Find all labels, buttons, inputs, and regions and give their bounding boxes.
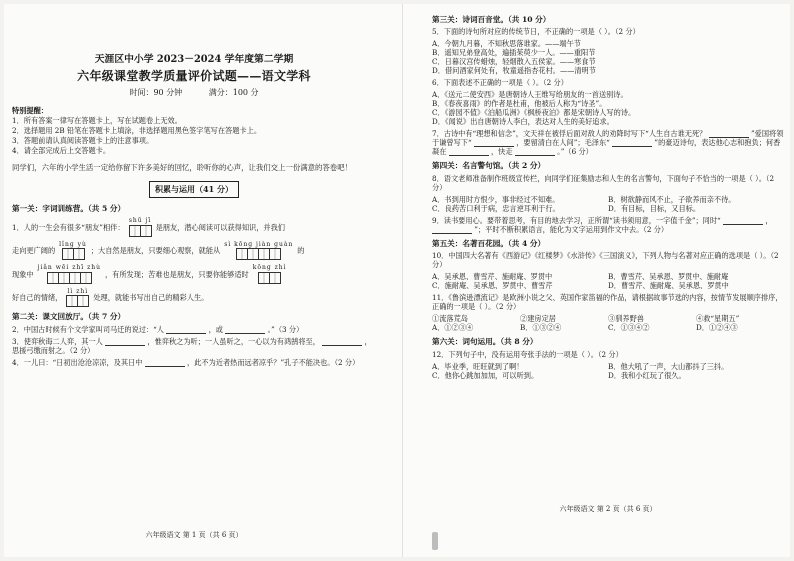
q1-text: 处理，就能书写出自己的精彩人生。 bbox=[93, 293, 209, 303]
q1-text: ，有所发现；苦难也是朋友，只要你能够适时 bbox=[104, 269, 249, 279]
q12-options bbox=[432, 362, 784, 380]
q9-text: 9．读书要用心。要带着思考，有目的地去学习，正所谓“读书须用意，一字值千金”；同时“ bbox=[432, 215, 721, 225]
answer-blank[interactable] bbox=[432, 225, 472, 234]
option: D．《闻说》出自唐朝诗人李白，表达对人生的美好追求。 bbox=[432, 117, 614, 127]
q1-text: 走向更广阔的 bbox=[12, 246, 56, 256]
section-5-title: 第五关：名著百花园。（共 4 分） bbox=[432, 238, 546, 248]
q7-text: ”的豪迈诗句，表达他心志和抱负；何香凝在 bbox=[432, 138, 781, 157]
exam-title: 六年级课堂教学质量评价试题——语文学科 bbox=[77, 69, 311, 84]
page-1 bbox=[12, 52, 376, 540]
option: A．《送元二使安西》是唐朝诗人王维写给朋友的一首送别诗。 bbox=[432, 90, 628, 100]
q2-text: 。”（3 分） bbox=[267, 324, 304, 334]
q7-text: ，要留清白在人间”；毛泽东“ bbox=[516, 138, 610, 148]
exam-meta bbox=[12, 88, 376, 98]
q1-field-b bbox=[59, 241, 87, 261]
option: C．日暮汉宫传蜡烛，轻烟散入五侯家。——寒食节 bbox=[432, 57, 596, 67]
q3-text: ，惟弈秋之为听；一人虽听之，一心以为有鸿鹄将至， bbox=[147, 336, 320, 346]
char-boxes[interactable] bbox=[258, 272, 281, 284]
q4-text: ，此不为近者热而远者凉乎？”孔子不能决也。（2 分） bbox=[187, 357, 360, 367]
question-9 bbox=[432, 216, 784, 234]
option: B．他大吼了一声，大山都抖了三抖。 bbox=[608, 361, 729, 371]
answer-blank[interactable] bbox=[105, 337, 145, 346]
tip-item: 4．请全部完成后上交答题卡。 bbox=[12, 146, 111, 156]
exam-sheet bbox=[4, 4, 790, 557]
tip-item: 1．所有答案一律写在答题卡上，写在试题卷上无效。 bbox=[12, 116, 182, 126]
option: D．曹雪芹、施耐庵、吴承恩、罗贯中 bbox=[608, 281, 729, 291]
q3-text: 3．使弈秋诲二人弈，其一人 bbox=[12, 336, 103, 346]
answer-blank[interactable] bbox=[515, 147, 555, 156]
page-footer: 六年级语文 第 1 页（共 6 页） bbox=[145, 531, 243, 540]
q7-text: 。”（6 分） bbox=[557, 147, 593, 157]
exam-score: 满分：100 分 bbox=[208, 88, 259, 98]
pinyin-label: kōnɡ zhì bbox=[252, 264, 287, 272]
page-fold bbox=[402, 4, 403, 557]
q1-field-f bbox=[66, 288, 89, 308]
char-boxes[interactable] bbox=[129, 225, 152, 237]
q1-field-c bbox=[224, 241, 293, 261]
q5-options bbox=[432, 39, 784, 75]
q9-text: ， bbox=[765, 215, 773, 225]
pinyin-label: lì zhì bbox=[67, 287, 89, 295]
char-boxes[interactable] bbox=[66, 295, 89, 307]
pinyin-label: lǐnɡ yù bbox=[59, 240, 87, 248]
q1-line2 bbox=[12, 241, 376, 261]
q7-text: ”爱国将领于谦曾写下“ bbox=[432, 129, 784, 148]
q7-text: ，快走 bbox=[490, 147, 513, 157]
char-boxes[interactable] bbox=[62, 248, 85, 260]
question-7 bbox=[432, 129, 784, 156]
pinyin-label: jiǎn wēi zhī zhù bbox=[37, 264, 101, 272]
option: A．吴承恩、曹雪芹、施耐庵、罗贯中 bbox=[432, 272, 553, 282]
pinyin-label: sì kōnɡ jiàn ɡuàn bbox=[224, 240, 294, 248]
section-banner: 积累与运用（41 分） bbox=[149, 181, 239, 198]
q11-options bbox=[432, 323, 784, 332]
option: C．《游园不值》《泊船瓜洲》《枫桥夜泊》都是宋朝诗人写的诗。 bbox=[432, 108, 636, 118]
list-item: ③驯养野兽 bbox=[608, 314, 644, 324]
char-boxes[interactable] bbox=[236, 248, 281, 260]
q8-options bbox=[432, 195, 784, 213]
option: D．①②④③ bbox=[696, 323, 738, 333]
q1-field-d bbox=[38, 264, 101, 284]
list-item: ④救“星期五” bbox=[696, 314, 740, 324]
exam-time: 时间：90 分钟 bbox=[129, 88, 183, 98]
tip-item: 2．选择题用 2B 铅笔在答题卡上填涂，非选择题用黑色签字笔写在答题卡上。 bbox=[12, 126, 262, 136]
q1-text: 1．人的一生会有很多“朋友”相伴： bbox=[12, 222, 125, 232]
tip-item: 3．答题前请认真阅读答题卡上的注意事项。 bbox=[12, 136, 154, 146]
q1-text: 现象中 bbox=[12, 269, 34, 279]
question-2 bbox=[12, 325, 376, 334]
q10-options bbox=[432, 272, 784, 290]
q9-text: ”；平时不断积累语言，能化为文字运用到作文中去。（2 分） bbox=[474, 224, 669, 234]
option: C．①③④② bbox=[608, 323, 650, 333]
char-boxes[interactable] bbox=[47, 272, 92, 284]
section-2-title: 第二关：课文回放厅。（共 7 分） bbox=[12, 312, 126, 322]
option: A．毕业季，旺旺就到了啊！ bbox=[432, 361, 524, 371]
list-item: ②建房定居 bbox=[520, 314, 556, 324]
q11-items bbox=[432, 314, 784, 323]
option: A．①②③④ bbox=[432, 323, 474, 333]
q6-options bbox=[432, 90, 784, 126]
q2-text: ，或 bbox=[208, 324, 223, 334]
question-3 bbox=[12, 337, 376, 355]
answer-blank[interactable] bbox=[612, 138, 652, 147]
question-8: 8．语文老师准备制作班级宣传栏，向同学们征集励志和人生的名言警句，下面句子不恰当的一项是（ ）。（2 分） bbox=[432, 173, 775, 192]
q1-field-a bbox=[129, 217, 152, 237]
question-4 bbox=[12, 358, 376, 367]
section-4-title: 第四关：名言警句馆。（共 2 分） bbox=[432, 161, 546, 171]
section-6-title: 第六关：词句运用。（共 8 分） bbox=[432, 337, 538, 347]
question-12: 12．下列句子中，没有运用夸张手法的一项是（ ）。（2 分） bbox=[432, 349, 623, 359]
answer-blank[interactable] bbox=[723, 216, 763, 225]
q1-line4 bbox=[12, 288, 376, 308]
q3-text: ，思援弓缴而射之。（2 分） bbox=[12, 336, 372, 355]
option: B．①③②④ bbox=[520, 323, 562, 333]
q7-text: 7．古诗中有“理想和信念”，文天祥在被俘后面对敌人的劝降时写下“人生自古谁无死？ bbox=[432, 129, 707, 139]
answer-blank[interactable] bbox=[225, 325, 265, 334]
tips bbox=[12, 106, 376, 155]
option: C．施耐庵、吴承恩、罗贯中、曹雪芹 bbox=[432, 281, 553, 291]
option: C．良药苦口利于病，忠言逆耳利于行。 bbox=[432, 203, 560, 213]
answer-blank[interactable] bbox=[145, 358, 185, 367]
pen-image bbox=[432, 532, 438, 550]
option: A．今朝九月暮，不知秋思落谁家。——端午节 bbox=[432, 39, 581, 49]
q2-text: 2．中国古时候有个文学家叫司马迁的说过：“人 bbox=[12, 324, 164, 334]
option: B．遥知兄弟登高处，遍插茱萸少一人。——重阳节 bbox=[432, 48, 596, 58]
option: D．有目标，目标，又目标。 bbox=[608, 203, 701, 213]
greeting: 同学们，六年的小学生活一定给你留下许多美好的回忆，聆听你的心声，让我们交上一份满意的答卷吧！ bbox=[12, 163, 352, 173]
q1-text: 的 bbox=[297, 246, 305, 256]
question-6: 6．下面表述不正确的一项是（ ）。（2 分） bbox=[432, 78, 568, 88]
list-item: ①流落荒岛 bbox=[432, 314, 468, 324]
q1-line1 bbox=[12, 217, 376, 237]
option: B．《春夜喜雨》的作者是杜甫，他被后人称为“诗圣”。 bbox=[432, 99, 607, 109]
option: D．借问酒家何处有，牧童遥指杏花村。——清明节 bbox=[432, 66, 596, 76]
option: A．书到用时方恨少，事非经过不知难。 bbox=[432, 194, 560, 204]
option: C．他你心跳加加加，可以听到。 bbox=[432, 370, 539, 380]
answer-blank[interactable] bbox=[709, 129, 749, 138]
q1-line3 bbox=[12, 264, 376, 284]
q1-text: 是朋友，潜心阅读可以获得知识，并我们 bbox=[155, 222, 285, 232]
answer-blank[interactable] bbox=[322, 337, 362, 346]
question-10: 10．中国四大名著有《西游记》《红楼梦》《水浒传》《三国演义》，下列人物与名著对应正确的选项是（ ）。（2 分） bbox=[432, 251, 779, 270]
section-1-title: 第一关：字词训练营。（共 5 分） bbox=[12, 203, 126, 213]
question-5: 5．下面的诗句所对应的传统节日，不正确的一项是（ ）。（2 分） bbox=[432, 27, 640, 37]
page-footer: 六年级语文 第 2 页（共 6 页） bbox=[559, 505, 657, 514]
q4-text: 4．一儿曰：“日初出沧沧凉凉，及其日中 bbox=[12, 357, 143, 367]
question-11: 11．《鲁滨逊漂流记》是欧洲小说之父、英国作家笛福的作品，请根据故事节选的内容，按情节发展顺序排序，正确的一项是（ ）。（2 分） bbox=[432, 293, 783, 312]
page-2 bbox=[432, 10, 784, 514]
answer-blank[interactable] bbox=[449, 147, 489, 156]
answer-blank[interactable] bbox=[166, 325, 206, 334]
school-header: 天涯区中小学 2023－2024 学年度第二学期 bbox=[94, 54, 294, 65]
q1-text: 好自己的情绪， bbox=[12, 293, 63, 303]
option: B．曹雪芹、吴承恩、罗贯中、施耐庵 bbox=[608, 272, 729, 282]
q1-text: ；大自然是朋友，只要细心观察，就能从 bbox=[90, 246, 221, 256]
option: D．我和小红玩了很久。 bbox=[608, 370, 686, 380]
option: B．树欲静而风不止，子欲养而亲不待。 bbox=[608, 194, 736, 204]
tips-title: 特别提醒： bbox=[12, 106, 48, 116]
section-3-title: 第三关：诗词百音堂。（共 10 分） bbox=[432, 15, 551, 24]
pinyin-label: shū jī bbox=[128, 217, 152, 225]
answer-blank[interactable] bbox=[474, 138, 514, 147]
q1-field-e bbox=[253, 264, 287, 284]
